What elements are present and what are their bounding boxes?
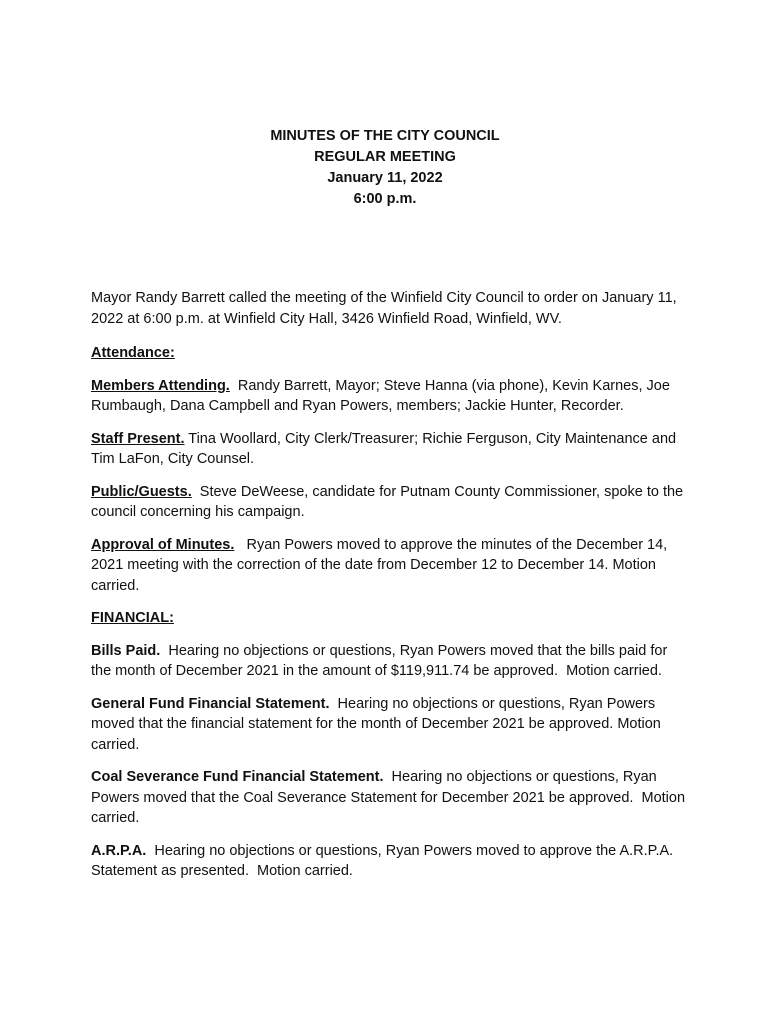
coal-label: Coal Severance Fund Financial Statement. [91,769,384,785]
coal-text: Hearing no objections or questions, Ryan Powers moved that the Coal Severance Statement for December 2021 be approved. Motion carried. [91,769,690,826]
header-title: MINUTES OF THE CITY COUNCIL [270,128,500,144]
minutes-label: Approval of Minutes. [91,536,235,553]
arpa-paragraph [91,841,691,882]
bills-paragraph [91,641,691,682]
staff-paragraph [91,429,691,470]
public-text: Steve DeWeese, candidate for Putnam County Commissioner, spoke to the council concerning his campaign. [91,483,688,520]
public-label: Public/Guests. [91,483,192,500]
financial-heading: FINANCIAL: [91,610,174,626]
public-paragraph [91,482,691,523]
members-label: Members Attending. [91,377,230,394]
minutes-text: Ryan Powers moved to approve the minutes of the December 14, 2021 meeting with the correction of the date from December 12 to December 14. Motion carried. [91,536,672,594]
general-fund-text: Hearing no objections or questions, Ryan Powers moved that the financial statement for the month of December 2021 be approved. Motion carried. [91,695,665,753]
header-meeting-type: REGULAR MEETING [314,149,456,165]
arpa-label: A.R.P.A. [91,842,147,859]
coal-paragraph [91,767,691,829]
document-header [0,126,770,210]
minutes-paragraph [91,535,691,597]
general-fund-paragraph [91,694,691,756]
members-text: Randy Barrett, Mayor; Steve Hanna (via phone), Kevin Karnes, Joe Rumbaugh, Dana Campbell and Ryan Powers, members; Jackie Hunter, Recorder. [91,377,674,414]
document-body [91,288,691,894]
bills-label: Bills Paid. [91,642,161,659]
intro-paragraph: Mayor Randy Barrett called the meeting of the Winfield City Council to order on January 11, 2022 at 6:00 p.m. at Winfield City Hall, 3426 Winfield Road, Winfield, WV. [91,290,677,327]
staff-label: Staff Present. [91,430,185,447]
members-paragraph [91,376,691,417]
general-fund-label: General Fund Financial Statement. [91,695,330,712]
arpa-text: Hearing no objections or questions, Ryan Powers moved to approve the A.R.P.A. Statement as presented. Motion carried. [91,842,678,879]
bills-text: Hearing no objections or questions, Ryan Powers moved that the bills paid for the month of December 2021 in the amount of $119,911.74 be approved. Motion carried. [91,642,672,679]
header-date: January 11, 2022 [327,170,443,186]
header-time: 6:00 p.m. [353,191,417,207]
staff-text: Tina Woollard, City Clerk/Treasurer; Richie Ferguson, City Maintenance and Tim LaFon, City Counsel. [91,430,680,467]
attendance-heading: Attendance: [91,345,175,361]
